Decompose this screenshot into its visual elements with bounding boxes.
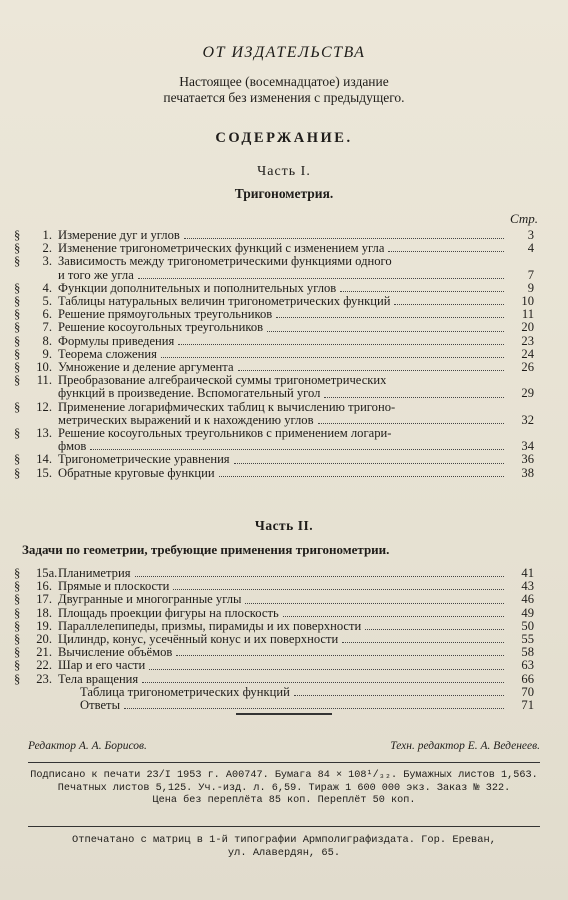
section-number: 4. [42, 280, 52, 295]
section-sign: § [14, 294, 21, 309]
page-number: 71 [521, 698, 534, 713]
section-number: 8. [42, 333, 52, 348]
toc-entry [14, 308, 534, 321]
leader-dots [135, 576, 505, 577]
toc-entry [14, 295, 534, 308]
leader-dots [365, 629, 504, 630]
toc-row [14, 242, 534, 255]
section-title-cont: метрических выражений и к нахождению углов [58, 413, 314, 427]
title-wrap [58, 269, 508, 282]
page-number: 32 [521, 412, 534, 427]
title-wrap [58, 453, 508, 466]
section-sign: § [14, 426, 21, 441]
page-number: 7 [527, 267, 534, 282]
toc-row [14, 567, 534, 580]
leader-dots [90, 449, 504, 450]
imprint-line: Печатных листов 5,125. Уч.-изд. л. 6,59. Тираж 1 600 000 экз. Заказ № 322. [57, 782, 511, 794]
leader-dots [342, 642, 504, 643]
section-title: Таблица тригонометрических функций [80, 685, 290, 699]
section-number: 19. [36, 618, 52, 633]
section-title: Площадь проекции фигуры на плоскость [58, 606, 279, 620]
section-sign: § [14, 465, 21, 480]
toc-entry [14, 321, 534, 334]
part1-heading: Часть I. [257, 164, 311, 179]
section-title: Функции дополнительных и пополнительных углов [58, 281, 337, 295]
title-wrap [58, 361, 508, 374]
section-sign: § [14, 373, 21, 388]
toc-row [14, 229, 534, 242]
toc-entry [14, 453, 534, 466]
leader-dots [245, 603, 504, 604]
section-number: 12. [36, 399, 52, 414]
section-number: 20. [36, 632, 52, 647]
toc-row [14, 414, 534, 427]
page-number: 11 [521, 307, 534, 322]
title-wrap [80, 699, 508, 712]
toc-row [14, 467, 534, 480]
page-number: 36 [521, 452, 534, 467]
leader-dots [394, 304, 504, 305]
section-number: 10. [36, 360, 52, 375]
section-title: Обратные круговые функции [58, 466, 215, 480]
page-column-label: Стр. [510, 211, 538, 226]
leader-dots [318, 423, 504, 424]
section-number: 6. [42, 307, 52, 322]
page-number: 23 [521, 333, 534, 348]
toc-entry [14, 686, 534, 699]
toc-entry [14, 361, 534, 374]
section-sign: § [14, 566, 21, 580]
title-wrap [80, 686, 508, 699]
toc-row [14, 607, 534, 620]
publisher-note-line: Настоящее (восемнадцатое) издание [179, 74, 389, 89]
section-sign: § [14, 346, 21, 361]
toc-row [14, 255, 534, 268]
divider [28, 826, 540, 827]
page-number: 10 [521, 294, 534, 309]
leader-dots [234, 463, 504, 464]
toc-row [14, 673, 534, 686]
toc-entry [14, 467, 534, 480]
section-title: Шар и его части [58, 659, 146, 673]
section-title: Преобразование алгебраической суммы тригонометрических [58, 374, 387, 388]
leader-dots [283, 616, 504, 617]
part2-heading: Часть II. [254, 518, 314, 533]
section-title-cont: функций в произведение. Вспомогательный угол [58, 387, 321, 401]
section-title: Вычисление объёмов [58, 646, 173, 660]
title-wrap [58, 467, 508, 480]
section-number: 18. [36, 605, 52, 620]
printer-info [20, 834, 548, 860]
section-number: 2. [42, 241, 52, 256]
toc-row [14, 593, 534, 606]
toc-row [14, 453, 534, 466]
section-sign: § [14, 280, 21, 295]
leader-dots [388, 251, 504, 252]
toc-row [14, 620, 534, 633]
toc-row [14, 440, 534, 453]
toc-row [14, 321, 534, 334]
page-number: 43 [521, 579, 534, 594]
toc-row [14, 633, 534, 646]
leader-dots [124, 708, 504, 709]
leader-dots [142, 682, 504, 683]
section-number: 9. [42, 346, 52, 361]
printer-line: ул. Алавердян, 65. [227, 847, 341, 859]
page-number: 58 [521, 645, 534, 660]
leader-dots [161, 357, 504, 358]
leader-dots [149, 669, 504, 670]
toc-entry [14, 659, 534, 672]
toc-entry [14, 348, 534, 361]
title-wrap [58, 659, 508, 672]
title-wrap [58, 335, 508, 348]
section-sign: § [14, 254, 21, 269]
section-title: Параллелепипеды, призмы, пирамиды и их поверхности [58, 619, 362, 633]
section-sign: § [14, 241, 21, 256]
title-wrap [58, 593, 508, 606]
section-number: 21. [36, 645, 52, 660]
section-title: Зависимость между тригонометрическими функциями одного [58, 255, 392, 269]
title-wrap [58, 646, 508, 659]
leader-dots [173, 589, 504, 590]
page-number: 34 [521, 439, 534, 454]
page-number: 26 [521, 360, 534, 375]
imprint-line: Цена без переплёта 85 коп. Переплёт 50 коп. [152, 795, 416, 807]
title-wrap [58, 295, 508, 308]
section-title: Формулы приведения [58, 334, 175, 348]
title-wrap [58, 348, 508, 361]
page-number: 63 [521, 658, 534, 673]
divider [236, 713, 332, 715]
section-title-cont: фмов [58, 440, 87, 454]
page-number: 50 [521, 618, 534, 633]
toc-entry [14, 567, 534, 580]
toc-entry [14, 673, 534, 686]
toc-entry [14, 282, 534, 295]
toc-entry [14, 646, 534, 659]
toc-row [14, 646, 534, 659]
title-wrap [58, 414, 508, 427]
toc-entry [14, 427, 534, 453]
toc-entry [14, 580, 534, 593]
toc-row [14, 308, 534, 321]
section-sign: § [14, 658, 21, 673]
section-title: Теорема сложения [58, 347, 157, 361]
toc-entry [14, 401, 534, 427]
page-number: 29 [521, 386, 534, 401]
title-wrap [58, 308, 508, 321]
section-sign: § [14, 360, 21, 375]
section-number: 23. [36, 671, 52, 686]
title-wrap [58, 673, 508, 686]
section-number: 11. [36, 373, 52, 388]
toc-row [14, 659, 534, 672]
section-sign: § [14, 671, 21, 686]
section-sign: § [14, 333, 21, 348]
section-number: 15а. [36, 566, 58, 580]
section-title: Умножение и деление аргумента [58, 361, 234, 375]
section-title: Тригонометрические уравнения [58, 453, 230, 467]
page-number: 20 [521, 320, 534, 335]
leader-dots [176, 655, 504, 656]
section-number: 7. [42, 320, 52, 335]
page-number: 70 [521, 684, 534, 699]
page-number: 46 [521, 592, 534, 607]
toc-entry [14, 620, 534, 633]
section-sign: § [14, 399, 21, 414]
toc-row [14, 699, 534, 712]
leader-dots [238, 370, 504, 371]
section-sign: § [14, 632, 21, 647]
section-title: Прямые и плоскости [58, 580, 170, 594]
page-number: 49 [521, 605, 534, 620]
page-number: 4 [527, 241, 534, 256]
imprint [20, 770, 548, 808]
title-wrap [58, 242, 508, 255]
toc-row [14, 387, 534, 400]
section-sign: § [14, 579, 21, 594]
section-title: Ответы [80, 699, 121, 713]
page-number: 3 [527, 228, 534, 242]
page-number: 38 [521, 465, 534, 480]
tech-editor: Техн. редактор Е. А. Веденеев. [390, 740, 540, 752]
section-number: 13. [36, 426, 52, 441]
imprint-line: Подписано к печати 23/I 1953 г. А00747. Бумага 84 × 108¹/₃₂. Бумажных листов 1,563. [30, 770, 538, 781]
leader-dots [184, 238, 504, 239]
section-sign: § [14, 320, 21, 335]
toc-entry [14, 699, 534, 712]
leader-dots [219, 476, 504, 477]
section-number: 5. [42, 294, 52, 309]
section-title: Двугранные и многогранные углы [58, 593, 242, 607]
page-number: 41 [521, 566, 534, 580]
section-title: Цилиндр, конус, усечённый конус и их поверхности [58, 633, 339, 647]
toc-row [14, 335, 534, 348]
toc-entry [14, 633, 534, 646]
toc-row [14, 401, 534, 414]
section-title-cont: и того же угла [58, 268, 134, 282]
leader-dots [267, 331, 504, 332]
section-title: Тела вращения [58, 672, 139, 686]
toc-row [14, 580, 534, 593]
part1-subheading: Тригонометрия. [234, 186, 334, 201]
section-number: 22. [36, 658, 52, 673]
section-number: 3. [42, 254, 52, 269]
toc-part1 [14, 229, 534, 480]
title-wrap [58, 387, 508, 400]
toc-row [14, 269, 534, 282]
title-wrap [58, 633, 508, 646]
printer-line: Отпечатано с матриц в 1-й типографии Армполиграфиздата. Гор. Ереван, [71, 834, 496, 846]
section-number: 17. [36, 592, 52, 607]
leader-dots [276, 317, 504, 318]
title-wrap [58, 282, 508, 295]
leader-dots [324, 397, 504, 398]
section-title: Измерение дуг и углов [58, 229, 180, 242]
title-wrap [58, 321, 508, 334]
page-number: 24 [521, 346, 534, 361]
leader-dots [294, 695, 504, 696]
section-sign: § [14, 645, 21, 660]
section-sign: § [14, 307, 21, 322]
title-wrap [58, 580, 508, 593]
section-sign: § [14, 592, 21, 607]
title-wrap [58, 440, 508, 453]
toc-entry [14, 374, 534, 400]
toc-row [14, 686, 534, 699]
page-number: 9 [527, 280, 534, 295]
title-wrap [58, 607, 508, 620]
title-wrap [58, 620, 508, 633]
toc-row [14, 427, 534, 440]
toc-row [14, 348, 534, 361]
section-title: Таблицы натуральных величин тригонометрических функций [58, 295, 391, 309]
section-sign: § [14, 452, 21, 467]
section-title: Применение логарифмических таблиц к вычислению тригоно- [58, 400, 396, 414]
toc-row [14, 374, 534, 387]
divider [28, 762, 540, 763]
section-title: Планиметрия [58, 567, 131, 580]
leader-dots [178, 344, 504, 345]
toc-entry [14, 242, 534, 255]
toc-row [14, 295, 534, 308]
toc-entry [14, 593, 534, 606]
section-title: Решение прямоугольных треугольников [58, 308, 273, 322]
section-title: Решение косоугольных треугольников с применением логари- [58, 427, 392, 441]
contents-heading: СОДЕРЖАНИЕ. [215, 130, 353, 146]
publisher-heading: ОТ ИЗДАТЕЛЬСТВА [202, 44, 366, 61]
toc-entry [14, 229, 534, 242]
toc-row [14, 282, 534, 295]
publisher-note-line: печатается без изменения с предыдущего. [163, 90, 405, 105]
section-sign: § [14, 605, 21, 620]
title-wrap [58, 229, 508, 242]
section-title: Решение косоугольных треугольников [58, 321, 264, 335]
page-number: 66 [521, 671, 534, 686]
editor: Редактор А. А. Борисов. [28, 740, 147, 752]
toc-part2 [14, 567, 534, 712]
section-number: 1. [42, 228, 52, 242]
leader-dots [138, 278, 504, 279]
section-title: Изменение тригонометрических функций с изменением угла [58, 242, 385, 256]
section-number: 15. [36, 465, 52, 480]
publisher-note [0, 74, 568, 106]
toc-entry [14, 607, 534, 620]
section-sign: § [14, 618, 21, 633]
part2-subheading: Задачи по геометрии, требующие применения тригонометрии. [22, 542, 390, 557]
section-number: 14. [36, 452, 52, 467]
leader-dots [340, 291, 504, 292]
toc-entry [14, 335, 534, 348]
section-sign: § [14, 228, 21, 242]
title-wrap [58, 567, 508, 580]
editors-line [28, 740, 540, 752]
page-number: 55 [521, 632, 534, 647]
toc-row [14, 361, 534, 374]
section-number: 16. [36, 579, 52, 594]
toc-entry [14, 255, 534, 281]
